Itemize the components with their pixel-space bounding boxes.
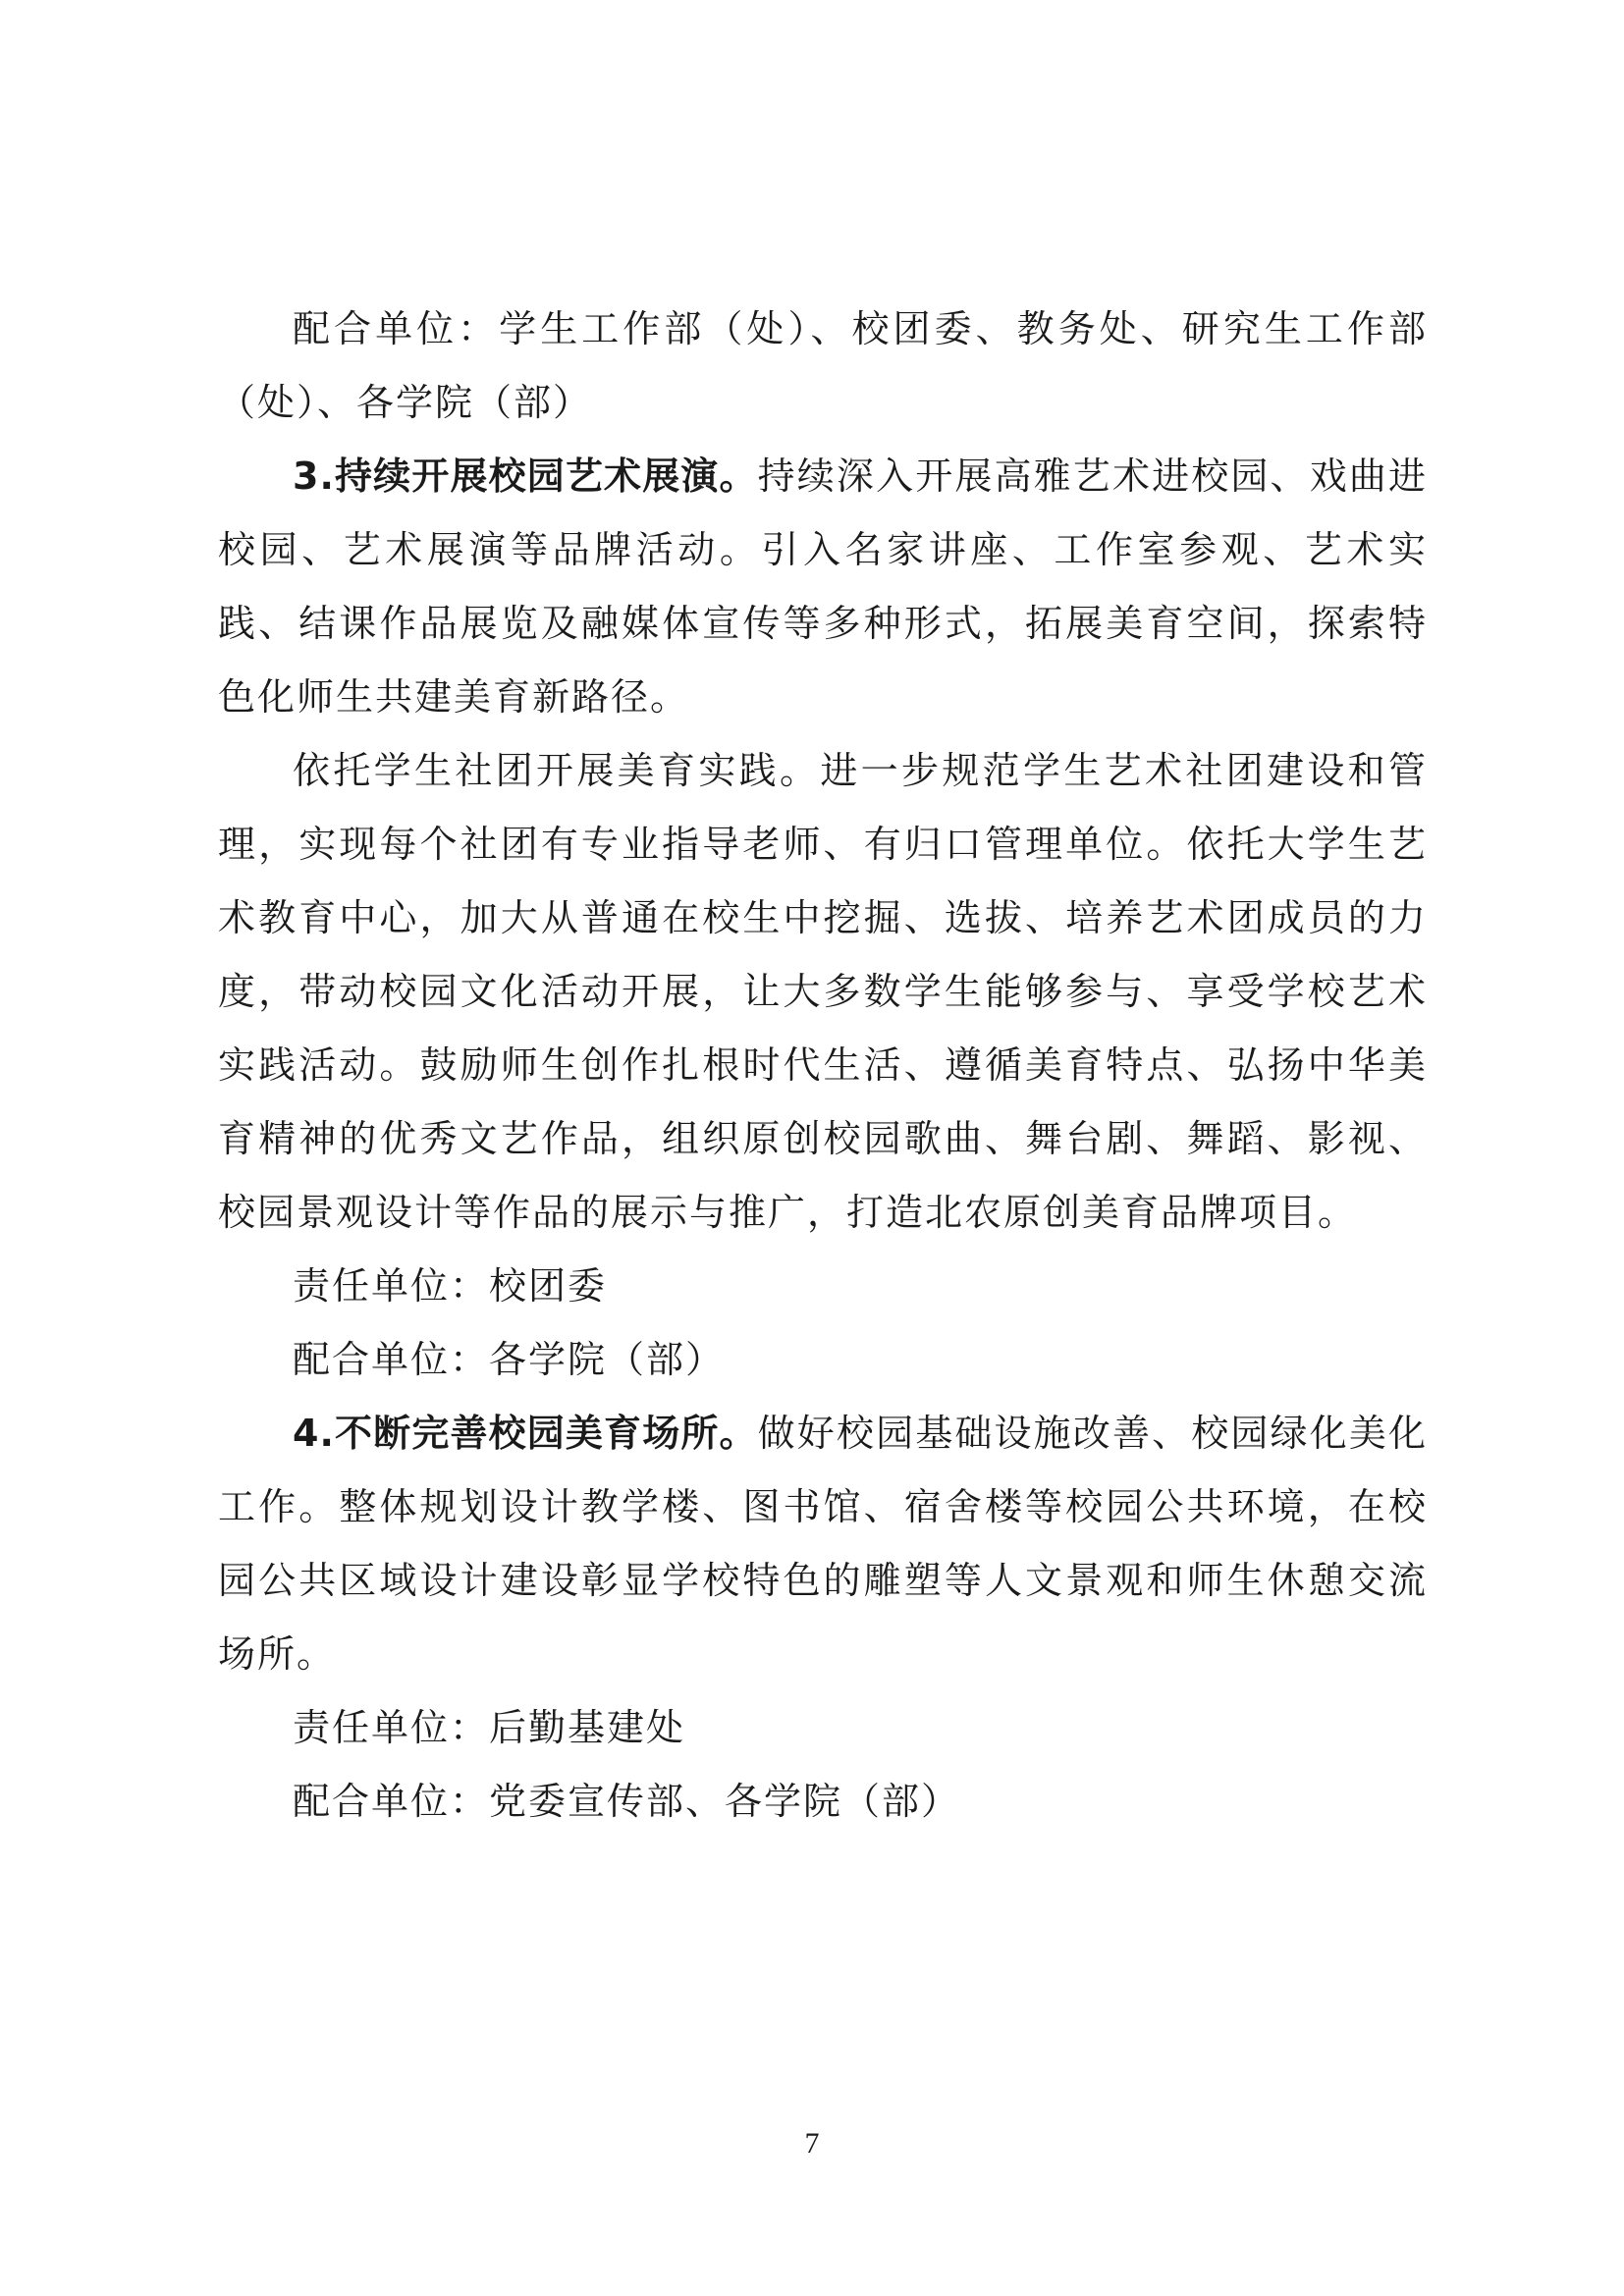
section-heading-4: 4.不断完善校园美育场所。	[293, 1412, 758, 1455]
paragraph-text: 配合单位：党委宣传部、各学院（部）	[293, 1780, 961, 1823]
paragraph-text: 责任单位：校团委	[293, 1264, 608, 1308]
paragraph-cooperating-units-2	[218, 1323, 1428, 1397]
paragraph-campus-art-performance	[218, 440, 1428, 734]
paragraph-responsible-unit-2	[218, 1691, 1428, 1765]
page-number: 7	[804, 2127, 820, 2160]
section-heading-3: 3.持续开展校园艺术展演。	[293, 454, 758, 498]
document-body	[218, 293, 1428, 1839]
paragraph-responsible-unit-1	[218, 1250, 1428, 1323]
paragraph-text: 做好校园基础设施改善、校园绿化美化工作。整体规划设计教学楼、图书馆、宿舍楼等校园公共环境，在校园公共区域设计建设彰显学校特色的雕塑等人文景观和师生休憩交流场所。	[218, 1412, 1428, 1676]
paragraph-text: 责任单位：后勤基建处	[293, 1706, 686, 1749]
paragraph-text: 配合单位：各学院（部）	[293, 1338, 726, 1381]
paragraph-text: 配合单位：学生工作部（处）、校团委、教务处、研究生工作部（处）、各学院（部）	[218, 307, 1428, 424]
paragraph-cooperating-units-3	[218, 1765, 1428, 1839]
paragraph-campus-venues	[218, 1397, 1428, 1691]
paragraph-student-clubs	[218, 734, 1428, 1250]
paragraph-text: 持续深入开展高雅艺术进校园、戏曲进校园、艺术展演等品牌活动。引入名家讲座、工作室参观、艺术实践、结课作品展览及融媒体宣传等多种形式，拓展美育空间，探索特色化师生共建美育新路径。	[218, 454, 1428, 719]
paragraph-cooperating-units-1	[218, 293, 1428, 440]
paragraph-text: 依托学生社团开展美育实践。进一步规范学生艺术社团建设和管理，实现每个社团有专业指导老师、有归口管理单位。依托大学生艺术教育中心，加大从普通在校生中挖掘、选拔、培养艺术团成员的力度，带动校园文化活动开展，让大多数学生能够参与、享受学校艺术实践活动。鼓励师生创作扎根时代生活、遵循美育特点、弘扬中华美育精神的优秀文艺作品，组织原创校园歌曲、舞台剧、舞蹈、影视、校园景观设计等作品的展示与推广，打造北农原创美育品牌项目。	[218, 749, 1428, 1234]
